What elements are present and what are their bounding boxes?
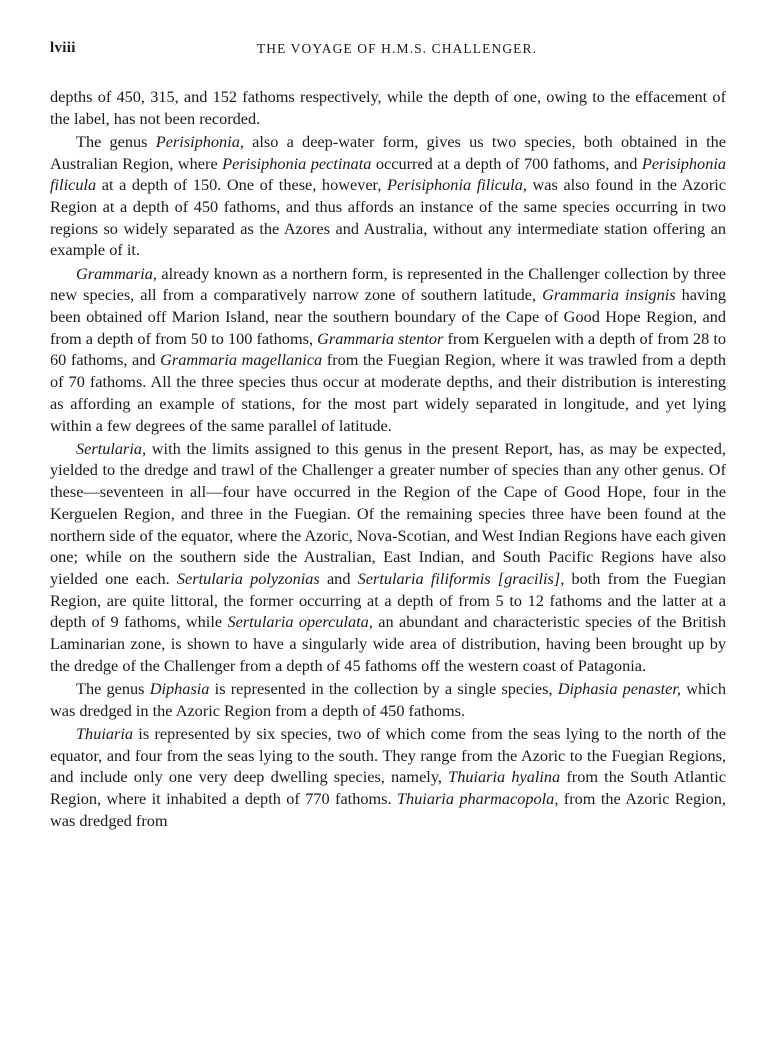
species-name: Perisiphonia pectinata <box>222 153 372 173</box>
book-page <box>50 40 726 831</box>
text-run: The genus <box>76 678 150 698</box>
running-title: THE VOYAGE OF H.M.S. CHALLENGER. <box>256 41 538 56</box>
text-run: at a depth of 150. One of these, however, <box>96 175 387 195</box>
text-run: both from the Fuegian Region, are quite littoral, the former occurring at a depth of from 5 to 12 fathoms and the latter at a depth of 9 fathoms, while <box>50 568 726 632</box>
text-run: an abundant and characteristic species of the British Laminarian zone, is shown to have a singularly wide area of distribution, having been brought up by the dredge of the Challenger from a depth of 45 fathoms off the western coast of Patagonia. <box>50 612 727 675</box>
text-run: is represented by six species, two of which come from the seas lying to the north of the equator, and four from the seas lying to the south. They range from the Azoric to the Fuegian Regions, and include only one very deep dwelling species, namely, <box>50 723 726 787</box>
species-name: Perisiphonia filicula, <box>387 175 527 195</box>
text-run: also a deep-water form, gives us two species, both obtained in the Australian Region, where <box>50 131 726 173</box>
paragraph <box>50 678 726 721</box>
text-run: already known as a northern form, is represented in the Challenger collection by three new species, all from a comparatively narrow zone of southern latitude, <box>50 263 726 305</box>
text-run: and <box>319 568 358 588</box>
species-name: Diphasia <box>149 678 210 698</box>
species-name: Thuiaria pharmacopola, <box>396 789 559 808</box>
paragraph <box>50 438 726 677</box>
text-run: occurred at a depth of 700 fathoms, and <box>371 153 642 173</box>
text-run: from Kerguelen with a depth of from 28 to 60 fathoms, and <box>50 328 726 370</box>
species-name: Perisiphonia, <box>155 131 244 151</box>
species-name: Grammaria, <box>76 263 157 283</box>
text-run: from the South Atlantic Region, where it inhabited a depth of 770 fathoms. <box>50 767 726 808</box>
species-name: Perisiphonia filicula <box>50 153 727 195</box>
text-run: The genus <box>76 131 156 151</box>
text-run: depths of 450, 315, and 152 fathoms respectively, while the depth of one, owing to the effacement of the label, has not been recorded. <box>50 87 726 128</box>
page-number: lviii <box>50 40 76 56</box>
species-name: Grammaria insignis <box>542 285 676 305</box>
page-header <box>50 40 726 64</box>
species-name: Sertularia, <box>76 438 147 458</box>
text-run: with the limits assigned to this genus in the present Report, has, as may be expected, yielded to the dredge and trawl of the Challenger a greater number of species than any other genus. Of these—seventeen in all—four have occurred in the Region of the Cape of Good Hope, four in the Kerguelen Region, and three in the Fuegian. Of the remaining species three have been found at the northern side of the equator, where the Azoric, Nova-Scotian, and West Indian Regions have each given one; while on the southern side the Australian, East Indian, and South Pacific Regions have also yielded one each. <box>50 438 726 588</box>
text-run: is represented in the collection by a single species, <box>209 678 558 698</box>
text-run: having been obtained off Marion Island, near the southern boundary of the Cape of Good Hope Region, and from a depth of from 50 to 100 fathoms, <box>50 285 726 348</box>
species-name: Grammaria magellanica <box>160 350 323 370</box>
paragraph <box>50 131 726 261</box>
text-run: which was dredged in the Azoric Region from a depth of 450 fathoms. <box>50 678 727 720</box>
species-name: Sertularia polyzonias <box>176 568 320 588</box>
species-name: Thuiaria hyalina <box>448 767 561 787</box>
text-run: was also found in the Azoric Region at a depth of 450 fathoms, and thus affords an instance of the same species occurring in two regions so widely separated as the Azores and Australia, without any intermediate station offering an example of it. <box>50 175 726 260</box>
text-run: from the Azoric Region, was dredged from <box>50 789 726 830</box>
paragraph <box>50 723 726 832</box>
species-name: Sertularia filiformis [gracilis], <box>357 568 565 588</box>
species-name: Diphasia penaster, <box>557 678 682 698</box>
paragraph <box>50 86 726 129</box>
species-name: Grammaria stentor <box>317 328 444 348</box>
species-name: Thuiaria <box>76 723 134 743</box>
paragraph <box>50 263 726 437</box>
species-name: Sertularia operculata, <box>227 612 373 632</box>
text-run: from the Fuegian Region, where it was trawled from a depth of 70 fathoms. All the three species thus occur at moderate depths, and their distribution is interesting as affording an example of stations, for the most part widely separated in longitude, and yet lying within a few degrees of the same parallel of latitude. <box>50 350 726 435</box>
body-text <box>50 86 726 831</box>
